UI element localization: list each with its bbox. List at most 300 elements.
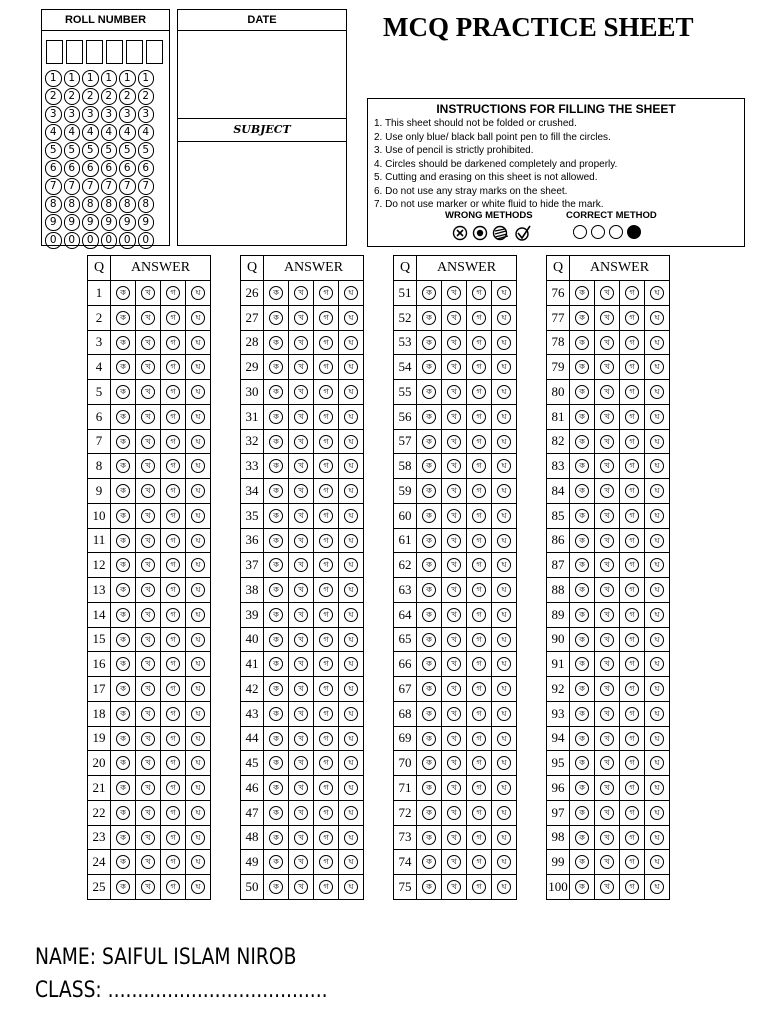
- roll-bubble[interactable]: 5: [138, 142, 155, 159]
- option-bubble[interactable]: ক: [422, 831, 436, 845]
- roll-bubble[interactable]: 9: [64, 214, 81, 231]
- option-bubble[interactable]: গ: [625, 336, 639, 350]
- option-bubble[interactable]: ক: [116, 831, 130, 845]
- option-bubble[interactable]: খ: [141, 534, 155, 548]
- option-bubble[interactable]: ঘ: [650, 855, 664, 869]
- option-bubble[interactable]: ক: [269, 286, 283, 300]
- option-bubble[interactable]: ঘ: [344, 336, 358, 350]
- option-bubble[interactable]: ঘ: [497, 286, 511, 300]
- option-bubble[interactable]: খ: [447, 707, 461, 721]
- option-bubble[interactable]: ঘ: [650, 360, 664, 374]
- roll-bubble[interactable]: 5: [101, 142, 118, 159]
- option-bubble[interactable]: ঘ: [344, 608, 358, 622]
- option-bubble[interactable]: ক: [116, 435, 130, 449]
- option-bubble[interactable]: খ: [447, 360, 461, 374]
- option-bubble[interactable]: ক: [269, 781, 283, 795]
- option-bubble[interactable]: গ: [625, 756, 639, 770]
- option-bubble[interactable]: ক: [575, 806, 589, 820]
- option-bubble[interactable]: ক: [575, 558, 589, 572]
- option-bubble[interactable]: খ: [294, 484, 308, 498]
- option-bubble[interactable]: ঘ: [497, 682, 511, 696]
- roll-bubble[interactable]: 4: [101, 124, 118, 141]
- option-bubble[interactable]: গ: [319, 459, 333, 473]
- roll-bubble[interactable]: 7: [119, 178, 136, 195]
- roll-bubble[interactable]: 6: [82, 160, 99, 177]
- option-bubble[interactable]: খ: [600, 509, 614, 523]
- option-bubble[interactable]: খ: [447, 583, 461, 597]
- roll-bubble[interactable]: 7: [138, 178, 155, 195]
- option-bubble[interactable]: ক: [269, 682, 283, 696]
- option-bubble[interactable]: ক: [575, 756, 589, 770]
- option-bubble[interactable]: খ: [600, 756, 614, 770]
- option-bubble[interactable]: ক: [422, 435, 436, 449]
- option-bubble[interactable]: ঘ: [497, 806, 511, 820]
- option-bubble[interactable]: খ: [447, 855, 461, 869]
- option-bubble[interactable]: ক: [116, 781, 130, 795]
- option-bubble[interactable]: ক: [269, 732, 283, 746]
- option-bubble[interactable]: ঘ: [191, 682, 205, 696]
- option-bubble[interactable]: খ: [600, 781, 614, 795]
- option-bubble[interactable]: গ: [472, 385, 486, 399]
- roll-digit-input[interactable]: [66, 40, 83, 64]
- option-bubble[interactable]: ঘ: [497, 336, 511, 350]
- option-bubble[interactable]: গ: [472, 781, 486, 795]
- option-bubble[interactable]: খ: [141, 484, 155, 498]
- option-bubble[interactable]: খ: [294, 657, 308, 671]
- option-bubble[interactable]: ঘ: [497, 831, 511, 845]
- option-bubble[interactable]: খ: [600, 682, 614, 696]
- roll-bubble[interactable]: 5: [45, 142, 62, 159]
- option-bubble[interactable]: গ: [166, 781, 180, 795]
- option-bubble[interactable]: গ: [319, 682, 333, 696]
- roll-bubble[interactable]: 8: [101, 196, 118, 213]
- option-bubble[interactable]: ঘ: [191, 509, 205, 523]
- roll-bubble[interactable]: 9: [101, 214, 118, 231]
- option-bubble[interactable]: গ: [625, 385, 639, 399]
- option-bubble[interactable]: ক: [116, 459, 130, 473]
- option-bubble[interactable]: গ: [166, 732, 180, 746]
- option-bubble[interactable]: ঘ: [344, 583, 358, 597]
- option-bubble[interactable]: খ: [447, 781, 461, 795]
- option-bubble[interactable]: খ: [141, 732, 155, 746]
- option-bubble[interactable]: ঘ: [650, 583, 664, 597]
- option-bubble[interactable]: গ: [319, 385, 333, 399]
- option-bubble[interactable]: গ: [625, 608, 639, 622]
- option-bubble[interactable]: খ: [447, 534, 461, 548]
- option-bubble[interactable]: গ: [166, 583, 180, 597]
- option-bubble[interactable]: গ: [625, 435, 639, 449]
- roll-bubble[interactable]: 0: [119, 232, 136, 249]
- option-bubble[interactable]: ক: [575, 682, 589, 696]
- option-bubble[interactable]: ঘ: [497, 880, 511, 894]
- option-bubble[interactable]: খ: [600, 657, 614, 671]
- option-bubble[interactable]: ক: [575, 781, 589, 795]
- option-bubble[interactable]: ঘ: [191, 385, 205, 399]
- option-bubble[interactable]: ক: [116, 657, 130, 671]
- option-bubble[interactable]: খ: [141, 311, 155, 325]
- option-bubble[interactable]: ক: [269, 558, 283, 572]
- option-bubble[interactable]: গ: [166, 360, 180, 374]
- option-bubble[interactable]: ঘ: [650, 633, 664, 647]
- option-bubble[interactable]: গ: [319, 311, 333, 325]
- option-bubble[interactable]: ক: [116, 756, 130, 770]
- option-bubble[interactable]: ঘ: [650, 336, 664, 350]
- option-bubble[interactable]: গ: [625, 509, 639, 523]
- option-bubble[interactable]: ঘ: [497, 385, 511, 399]
- option-bubble[interactable]: ক: [575, 707, 589, 721]
- option-bubble[interactable]: গ: [472, 880, 486, 894]
- option-bubble[interactable]: গ: [319, 781, 333, 795]
- option-bubble[interactable]: ক: [422, 410, 436, 424]
- option-bubble[interactable]: ঘ: [650, 756, 664, 770]
- option-bubble[interactable]: খ: [600, 336, 614, 350]
- option-bubble[interactable]: খ: [600, 385, 614, 399]
- roll-bubble[interactable]: 8: [64, 196, 81, 213]
- option-bubble[interactable]: ঘ: [497, 633, 511, 647]
- roll-bubble[interactable]: 3: [82, 106, 99, 123]
- roll-bubble[interactable]: 4: [64, 124, 81, 141]
- option-bubble[interactable]: খ: [447, 831, 461, 845]
- option-bubble[interactable]: গ: [472, 459, 486, 473]
- option-bubble[interactable]: গ: [166, 558, 180, 572]
- roll-bubble[interactable]: 6: [64, 160, 81, 177]
- option-bubble[interactable]: ঘ: [497, 756, 511, 770]
- option-bubble[interactable]: ক: [116, 583, 130, 597]
- roll-bubble[interactable]: 9: [138, 214, 155, 231]
- option-bubble[interactable]: ক: [269, 336, 283, 350]
- option-bubble[interactable]: ক: [116, 707, 130, 721]
- roll-bubble[interactable]: 2: [101, 88, 118, 105]
- option-bubble[interactable]: ক: [422, 633, 436, 647]
- option-bubble[interactable]: গ: [625, 806, 639, 820]
- option-bubble[interactable]: ক: [575, 831, 589, 845]
- option-bubble[interactable]: খ: [141, 657, 155, 671]
- option-bubble[interactable]: গ: [319, 336, 333, 350]
- option-bubble[interactable]: ক: [422, 732, 436, 746]
- roll-bubble[interactable]: 7: [101, 178, 118, 195]
- option-bubble[interactable]: খ: [294, 385, 308, 399]
- option-bubble[interactable]: গ: [625, 855, 639, 869]
- option-bubble[interactable]: ঘ: [650, 707, 664, 721]
- option-bubble[interactable]: ক: [269, 311, 283, 325]
- option-bubble[interactable]: খ: [447, 732, 461, 746]
- option-bubble[interactable]: খ: [447, 459, 461, 473]
- option-bubble[interactable]: ক: [575, 583, 589, 597]
- roll-bubble[interactable]: 8: [82, 196, 99, 213]
- option-bubble[interactable]: ক: [116, 633, 130, 647]
- option-bubble[interactable]: ঘ: [344, 435, 358, 449]
- roll-bubble[interactable]: 2: [64, 88, 81, 105]
- option-bubble[interactable]: গ: [319, 657, 333, 671]
- option-bubble[interactable]: খ: [294, 880, 308, 894]
- option-bubble[interactable]: খ: [294, 707, 308, 721]
- option-bubble[interactable]: ক: [269, 360, 283, 374]
- option-bubble[interactable]: খ: [294, 336, 308, 350]
- option-bubble[interactable]: ঘ: [344, 410, 358, 424]
- roll-bubble[interactable]: 4: [45, 124, 62, 141]
- option-bubble[interactable]: গ: [472, 509, 486, 523]
- option-bubble[interactable]: ঘ: [191, 657, 205, 671]
- option-bubble[interactable]: গ: [166, 633, 180, 647]
- option-bubble[interactable]: খ: [141, 385, 155, 399]
- option-bubble[interactable]: ঘ: [344, 855, 358, 869]
- option-bubble[interactable]: ঘ: [497, 509, 511, 523]
- option-bubble[interactable]: গ: [166, 435, 180, 449]
- option-bubble[interactable]: ঘ: [497, 410, 511, 424]
- option-bubble[interactable]: ক: [269, 435, 283, 449]
- option-bubble[interactable]: ক: [269, 534, 283, 548]
- option-bubble[interactable]: ক: [269, 756, 283, 770]
- option-bubble[interactable]: গ: [319, 732, 333, 746]
- option-bubble[interactable]: খ: [141, 336, 155, 350]
- option-bubble[interactable]: গ: [319, 509, 333, 523]
- option-bubble[interactable]: ঘ: [497, 657, 511, 671]
- option-bubble[interactable]: ক: [575, 410, 589, 424]
- option-bubble[interactable]: খ: [600, 311, 614, 325]
- option-bubble[interactable]: ঘ: [344, 831, 358, 845]
- option-bubble[interactable]: গ: [625, 410, 639, 424]
- option-bubble[interactable]: ঘ: [191, 435, 205, 449]
- roll-bubble[interactable]: 0: [82, 232, 99, 249]
- option-bubble[interactable]: ঘ: [650, 831, 664, 845]
- option-bubble[interactable]: গ: [625, 880, 639, 894]
- option-bubble[interactable]: ক: [269, 608, 283, 622]
- roll-digit-input[interactable]: [86, 40, 103, 64]
- roll-bubble[interactable]: 5: [82, 142, 99, 159]
- option-bubble[interactable]: ঘ: [650, 806, 664, 820]
- roll-bubble[interactable]: 8: [119, 196, 136, 213]
- roll-bubble[interactable]: 4: [119, 124, 136, 141]
- roll-digit-input[interactable]: [46, 40, 63, 64]
- option-bubble[interactable]: ক: [116, 855, 130, 869]
- option-bubble[interactable]: গ: [166, 509, 180, 523]
- option-bubble[interactable]: খ: [600, 286, 614, 300]
- option-bubble[interactable]: গ: [472, 484, 486, 498]
- option-bubble[interactable]: ক: [116, 880, 130, 894]
- option-bubble[interactable]: ঘ: [191, 459, 205, 473]
- option-bubble[interactable]: ঘ: [191, 336, 205, 350]
- option-bubble[interactable]: ঘ: [344, 682, 358, 696]
- option-bubble[interactable]: ঘ: [344, 657, 358, 671]
- roll-bubble[interactable]: 1: [119, 70, 136, 87]
- option-bubble[interactable]: গ: [166, 682, 180, 696]
- option-bubble[interactable]: ঘ: [191, 756, 205, 770]
- option-bubble[interactable]: খ: [447, 336, 461, 350]
- option-bubble[interactable]: ক: [422, 509, 436, 523]
- option-bubble[interactable]: ক: [269, 583, 283, 597]
- option-bubble[interactable]: খ: [141, 855, 155, 869]
- option-bubble[interactable]: ঘ: [650, 682, 664, 696]
- option-bubble[interactable]: গ: [472, 286, 486, 300]
- option-bubble[interactable]: খ: [294, 583, 308, 597]
- roll-bubble[interactable]: 7: [82, 178, 99, 195]
- option-bubble[interactable]: খ: [600, 831, 614, 845]
- roll-bubble[interactable]: 3: [101, 106, 118, 123]
- roll-bubble[interactable]: 8: [45, 196, 62, 213]
- option-bubble[interactable]: ক: [575, 385, 589, 399]
- option-bubble[interactable]: খ: [600, 360, 614, 374]
- option-bubble[interactable]: ঘ: [497, 435, 511, 449]
- option-bubble[interactable]: ক: [575, 336, 589, 350]
- option-bubble[interactable]: ক: [422, 855, 436, 869]
- option-bubble[interactable]: খ: [141, 286, 155, 300]
- roll-bubble[interactable]: 9: [45, 214, 62, 231]
- option-bubble[interactable]: খ: [600, 855, 614, 869]
- option-bubble[interactable]: ক: [575, 286, 589, 300]
- roll-bubble[interactable]: 3: [119, 106, 136, 123]
- option-bubble[interactable]: ক: [269, 410, 283, 424]
- option-bubble[interactable]: গ: [625, 459, 639, 473]
- option-bubble[interactable]: ঘ: [497, 732, 511, 746]
- option-bubble[interactable]: ঘ: [650, 385, 664, 399]
- option-bubble[interactable]: ঘ: [191, 410, 205, 424]
- option-bubble[interactable]: ক: [422, 311, 436, 325]
- option-bubble[interactable]: খ: [294, 855, 308, 869]
- roll-bubble[interactable]: 5: [119, 142, 136, 159]
- option-bubble[interactable]: গ: [319, 583, 333, 597]
- option-bubble[interactable]: গ: [625, 534, 639, 548]
- option-bubble[interactable]: ঘ: [191, 707, 205, 721]
- option-bubble[interactable]: খ: [141, 608, 155, 622]
- option-bubble[interactable]: খ: [294, 435, 308, 449]
- option-bubble[interactable]: খ: [294, 633, 308, 647]
- option-bubble[interactable]: খ: [600, 608, 614, 622]
- option-bubble[interactable]: ঘ: [191, 831, 205, 845]
- option-bubble[interactable]: খ: [447, 682, 461, 696]
- option-bubble[interactable]: ঘ: [497, 707, 511, 721]
- option-bubble[interactable]: ক: [575, 534, 589, 548]
- option-bubble[interactable]: গ: [319, 484, 333, 498]
- option-bubble[interactable]: ক: [575, 732, 589, 746]
- option-bubble[interactable]: ঘ: [497, 534, 511, 548]
- option-bubble[interactable]: খ: [294, 732, 308, 746]
- option-bubble[interactable]: ক: [116, 410, 130, 424]
- option-bubble[interactable]: খ: [294, 831, 308, 845]
- option-bubble[interactable]: ক: [575, 855, 589, 869]
- option-bubble[interactable]: খ: [294, 806, 308, 820]
- option-bubble[interactable]: ঘ: [344, 459, 358, 473]
- option-bubble[interactable]: গ: [625, 311, 639, 325]
- option-bubble[interactable]: ঘ: [191, 286, 205, 300]
- option-bubble[interactable]: গ: [625, 732, 639, 746]
- option-bubble[interactable]: ক: [575, 509, 589, 523]
- option-bubble[interactable]: গ: [625, 657, 639, 671]
- option-bubble[interactable]: গ: [625, 360, 639, 374]
- option-bubble[interactable]: ঘ: [344, 732, 358, 746]
- roll-bubble[interactable]: 7: [64, 178, 81, 195]
- option-bubble[interactable]: গ: [166, 831, 180, 845]
- option-bubble[interactable]: ক: [116, 732, 130, 746]
- roll-bubble[interactable]: 7: [45, 178, 62, 195]
- option-bubble[interactable]: ঘ: [650, 410, 664, 424]
- option-bubble[interactable]: ঘ: [344, 707, 358, 721]
- option-bubble[interactable]: খ: [600, 707, 614, 721]
- option-bubble[interactable]: গ: [472, 682, 486, 696]
- roll-bubble[interactable]: 6: [119, 160, 136, 177]
- option-bubble[interactable]: ঘ: [344, 756, 358, 770]
- roll-bubble[interactable]: 6: [45, 160, 62, 177]
- option-bubble[interactable]: খ: [294, 360, 308, 374]
- roll-bubble[interactable]: 9: [82, 214, 99, 231]
- roll-digit-input[interactable]: [106, 40, 123, 64]
- option-bubble[interactable]: ঘ: [344, 806, 358, 820]
- option-bubble[interactable]: ক: [116, 385, 130, 399]
- roll-bubble[interactable]: 2: [45, 88, 62, 105]
- option-bubble[interactable]: খ: [600, 558, 614, 572]
- option-bubble[interactable]: ঘ: [344, 558, 358, 572]
- option-bubble[interactable]: গ: [472, 435, 486, 449]
- option-bubble[interactable]: ক: [116, 484, 130, 498]
- option-bubble[interactable]: ঘ: [191, 484, 205, 498]
- roll-bubble[interactable]: 2: [138, 88, 155, 105]
- option-bubble[interactable]: ক: [269, 855, 283, 869]
- option-bubble[interactable]: গ: [625, 781, 639, 795]
- option-bubble[interactable]: খ: [294, 682, 308, 696]
- option-bubble[interactable]: খ: [447, 435, 461, 449]
- option-bubble[interactable]: ঘ: [650, 484, 664, 498]
- option-bubble[interactable]: গ: [625, 707, 639, 721]
- option-bubble[interactable]: গ: [472, 756, 486, 770]
- roll-bubble[interactable]: 0: [101, 232, 118, 249]
- option-bubble[interactable]: ক: [422, 360, 436, 374]
- option-bubble[interactable]: গ: [472, 633, 486, 647]
- option-bubble[interactable]: খ: [141, 756, 155, 770]
- option-bubble[interactable]: ক: [422, 558, 436, 572]
- option-bubble[interactable]: ঘ: [650, 311, 664, 325]
- option-bubble[interactable]: খ: [600, 806, 614, 820]
- option-bubble[interactable]: ঘ: [344, 311, 358, 325]
- option-bubble[interactable]: ঘ: [191, 633, 205, 647]
- option-bubble[interactable]: ক: [269, 657, 283, 671]
- option-bubble[interactable]: ঘ: [191, 608, 205, 622]
- option-bubble[interactable]: খ: [600, 732, 614, 746]
- option-bubble[interactable]: গ: [319, 558, 333, 572]
- option-bubble[interactable]: ক: [269, 633, 283, 647]
- option-bubble[interactable]: ক: [116, 806, 130, 820]
- option-bubble[interactable]: গ: [472, 806, 486, 820]
- option-bubble[interactable]: গ: [625, 286, 639, 300]
- option-bubble[interactable]: গ: [166, 311, 180, 325]
- option-bubble[interactable]: ক: [575, 633, 589, 647]
- option-bubble[interactable]: খ: [447, 633, 461, 647]
- option-bubble[interactable]: গ: [166, 534, 180, 548]
- option-bubble[interactable]: গ: [319, 880, 333, 894]
- roll-bubble[interactable]: 0: [45, 232, 62, 249]
- option-bubble[interactable]: ক: [269, 880, 283, 894]
- option-bubble[interactable]: ঘ: [497, 608, 511, 622]
- option-bubble[interactable]: ঘ: [191, 855, 205, 869]
- option-bubble[interactable]: গ: [166, 855, 180, 869]
- option-bubble[interactable]: গ: [319, 410, 333, 424]
- option-bubble[interactable]: খ: [294, 509, 308, 523]
- option-bubble[interactable]: ক: [422, 534, 436, 548]
- option-bubble[interactable]: গ: [472, 311, 486, 325]
- roll-bubble[interactable]: 6: [101, 160, 118, 177]
- option-bubble[interactable]: খ: [447, 410, 461, 424]
- option-bubble[interactable]: ক: [269, 459, 283, 473]
- option-bubble[interactable]: খ: [600, 534, 614, 548]
- option-bubble[interactable]: ক: [422, 880, 436, 894]
- option-bubble[interactable]: খ: [294, 558, 308, 572]
- option-bubble[interactable]: গ: [625, 831, 639, 845]
- option-bubble[interactable]: ঘ: [191, 311, 205, 325]
- option-bubble[interactable]: ঘ: [191, 880, 205, 894]
- option-bubble[interactable]: ঘ: [497, 311, 511, 325]
- option-bubble[interactable]: ঘ: [191, 558, 205, 572]
- option-bubble[interactable]: ঘ: [650, 459, 664, 473]
- option-bubble[interactable]: ঘ: [650, 608, 664, 622]
- option-bubble[interactable]: ঘ: [191, 806, 205, 820]
